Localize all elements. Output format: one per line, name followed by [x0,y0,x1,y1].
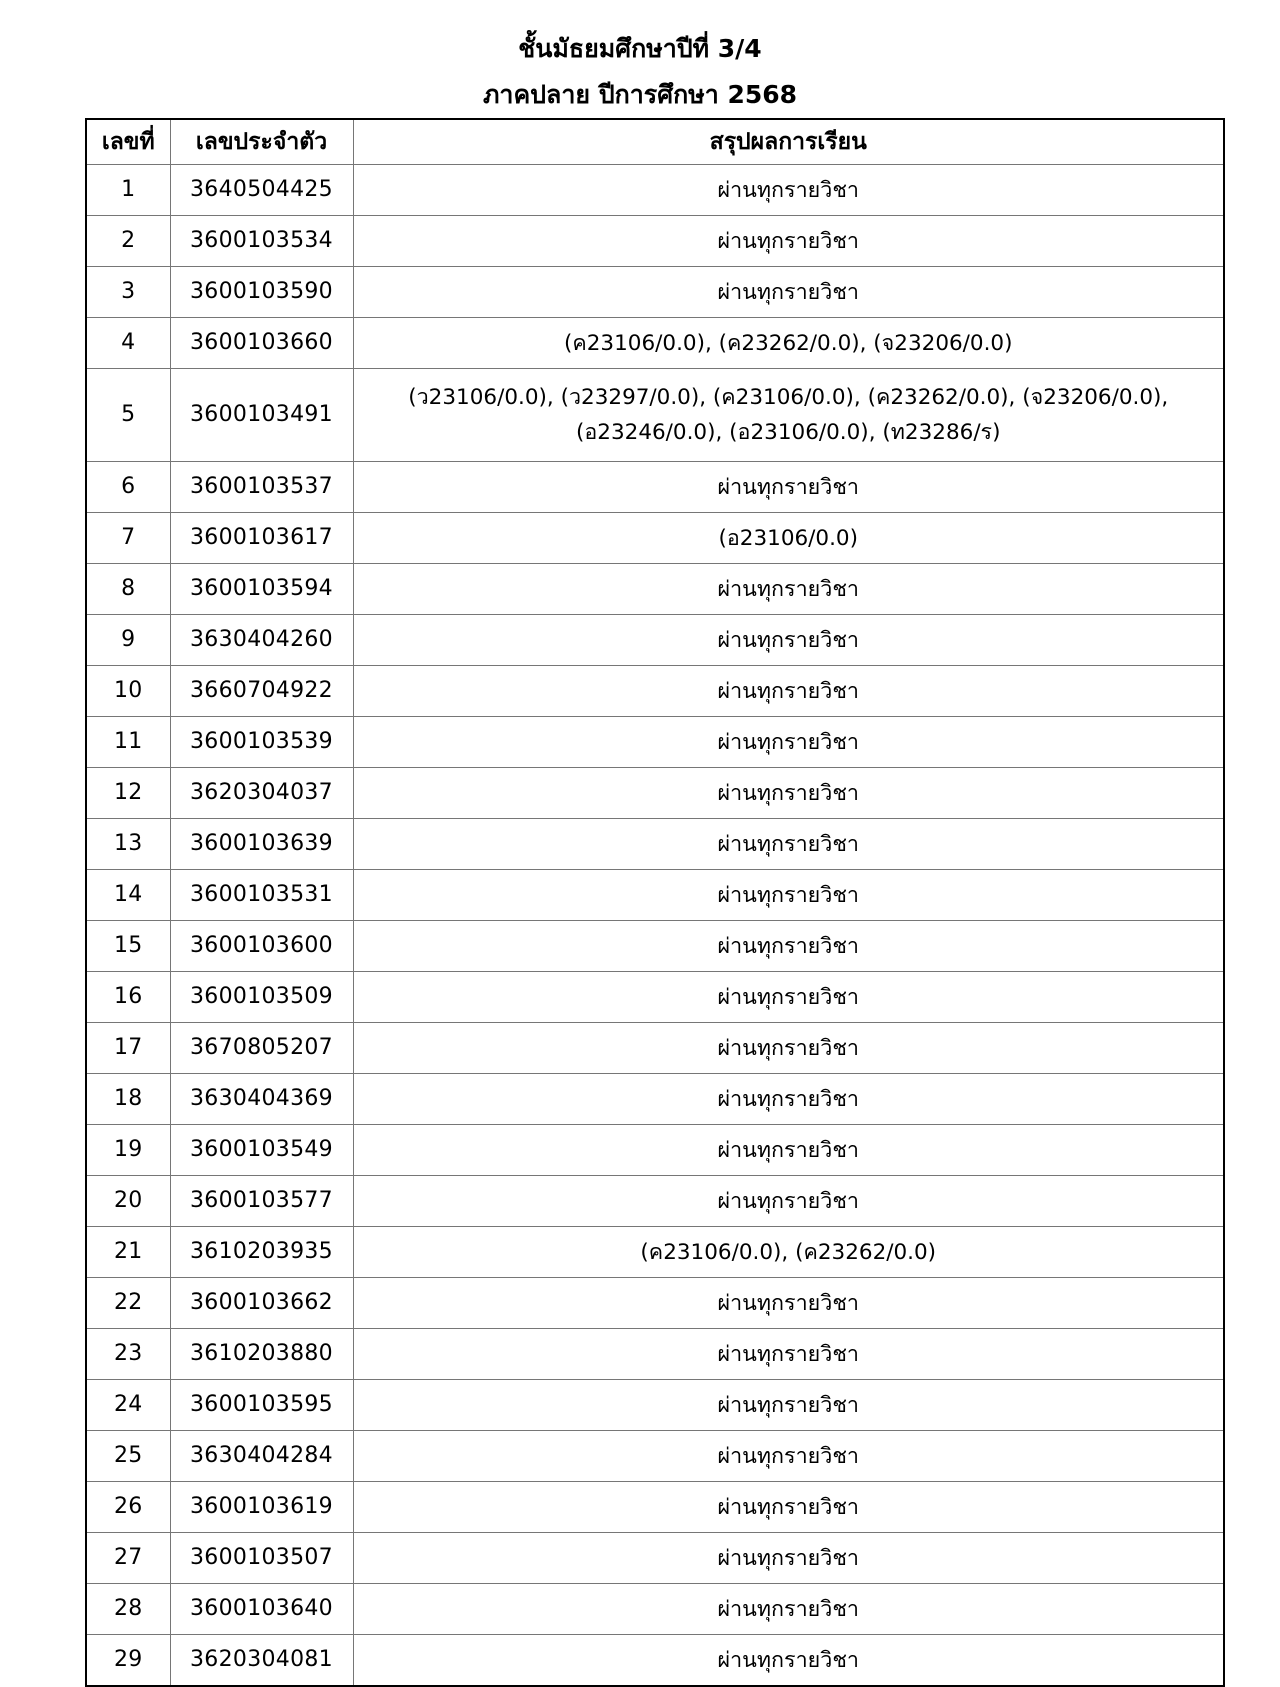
document-header [0,0,1280,118]
cell-no: 10 [86,666,170,717]
cell-result: ผ่านทุกรายวิชา [353,1584,1224,1635]
cell-no: 14 [86,870,170,921]
table-header [86,119,1224,165]
table-row [86,768,1224,819]
cell-result: ผ่านทุกรายวิชา [353,1329,1224,1380]
cell-result: ผ่านทุกรายวิชา [353,1125,1224,1176]
cell-student-id: 3660704922 [170,666,353,717]
cell-student-id: 3600103549 [170,1125,353,1176]
cell-no: 18 [86,1074,170,1125]
table-row [86,513,1224,564]
cell-result: ผ่านทุกรายวิชา [353,1023,1224,1074]
cell-student-id: 3610203880 [170,1329,353,1380]
table-row [86,462,1224,513]
table-row [86,1227,1224,1278]
grades-table [85,118,1225,1687]
cell-result: ผ่านทุกรายวิชา [353,216,1224,267]
table-row [86,870,1224,921]
cell-student-id: 3600103660 [170,318,353,369]
table-row [86,615,1224,666]
table-row [86,717,1224,768]
cell-no: 25 [86,1431,170,1482]
cell-result: ผ่านทุกรายวิชา [353,615,1224,666]
cell-student-id: 3630404369 [170,1074,353,1125]
cell-no: 21 [86,1227,170,1278]
cell-student-id: 3600103491 [170,369,353,462]
cell-student-id: 3600103640 [170,1584,353,1635]
grades-table-container [85,118,1223,1687]
cell-result: (ว23106/0.0), (ว23297/0.0), (ค23106/0.0), (ค23262/0.0), (จ23206/0.0), (อ23246/0.0), (อ23106/0.0), (ท23286/ร) [353,369,1224,462]
cell-result: ผ่านทุกรายวิชา [353,666,1224,717]
cell-no: 20 [86,1176,170,1227]
cell-student-id: 3600103539 [170,717,353,768]
cell-no: 16 [86,972,170,1023]
cell-student-id: 3630404260 [170,615,353,666]
cell-result: ผ่านทุกรายวิชา [353,1176,1224,1227]
cell-no: 22 [86,1278,170,1329]
cell-result: ผ่านทุกรายวิชา [353,870,1224,921]
cell-no: 8 [86,564,170,615]
cell-result: ผ่านทุกรายวิชา [353,819,1224,870]
table-row [86,1482,1224,1533]
cell-result: (ค23106/0.0), (ค23262/0.0) [353,1227,1224,1278]
cell-result: ผ่านทุกรายวิชา [353,165,1224,216]
cell-result: ผ่านทุกรายวิชา [353,1278,1224,1329]
table-row [86,1584,1224,1635]
table-row [86,819,1224,870]
table-row [86,1329,1224,1380]
cell-result: (ค23106/0.0), (ค23262/0.0), (จ23206/0.0) [353,318,1224,369]
table-row [86,972,1224,1023]
cell-no: 15 [86,921,170,972]
cell-result: ผ่านทุกรายวิชา [353,1533,1224,1584]
table-row [86,1380,1224,1431]
table-row [86,318,1224,369]
table-row [86,267,1224,318]
page-title-term: ภาคปลาย ปีการศึกษา 2568 [482,80,798,109]
cell-result: ผ่านทุกรายวิชา [353,462,1224,513]
cell-result: ผ่านทุกรายวิชา [353,1074,1224,1125]
cell-student-id: 3670805207 [170,1023,353,1074]
cell-student-id: 3620304037 [170,768,353,819]
cell-no: 6 [86,462,170,513]
cell-no: 24 [86,1380,170,1431]
cell-no: 29 [86,1635,170,1687]
table-row [86,666,1224,717]
cell-result: (อ23106/0.0) [353,513,1224,564]
cell-student-id: 3630404284 [170,1431,353,1482]
cell-student-id: 3600103590 [170,267,353,318]
table-row [86,921,1224,972]
cell-no: 26 [86,1482,170,1533]
table-row [86,1278,1224,1329]
cell-result: ผ่านทุกรายวิชา [353,1380,1224,1431]
cell-no: 1 [86,165,170,216]
cell-no: 27 [86,1533,170,1584]
table-header-row [86,119,1224,165]
cell-no: 23 [86,1329,170,1380]
cell-student-id: 3600103577 [170,1176,353,1227]
column-header-no: เลขที่ [86,119,170,165]
cell-result: ผ่านทุกรายวิชา [353,564,1224,615]
cell-no: 17 [86,1023,170,1074]
table-row [86,1074,1224,1125]
cell-result: ผ่านทุกรายวิชา [353,1482,1224,1533]
cell-result: ผ่านทุกรายวิชา [353,267,1224,318]
cell-no: 12 [86,768,170,819]
cell-result: ผ่านทุกรายวิชา [353,1635,1224,1687]
cell-no: 9 [86,615,170,666]
cell-student-id: 3600103639 [170,819,353,870]
cell-no: 19 [86,1125,170,1176]
cell-student-id: 3600103509 [170,972,353,1023]
cell-student-id: 3600103537 [170,462,353,513]
cell-student-id: 3600103600 [170,921,353,972]
column-header-student-id: เลขประจำตัว [170,119,353,165]
cell-student-id: 3600103662 [170,1278,353,1329]
table-row [86,1431,1224,1482]
table-row [86,1125,1224,1176]
table-row [86,1635,1224,1687]
cell-result: ผ่านทุกรายวิชา [353,921,1224,972]
cell-student-id: 3600103595 [170,1380,353,1431]
table-row [86,1533,1224,1584]
cell-no: 4 [86,318,170,369]
cell-no: 7 [86,513,170,564]
cell-student-id: 3620304081 [170,1635,353,1687]
table-body [86,165,1224,1687]
cell-student-id: 3600103619 [170,1482,353,1533]
page-title-class-level: ชั้นมัธยมศึกษาปีที่ 3/4 [518,34,762,63]
cell-result: ผ่านทุกรายวิชา [353,768,1224,819]
table-row [86,216,1224,267]
column-header-result: สรุปผลการเรียน [353,119,1224,165]
cell-student-id: 3600103531 [170,870,353,921]
table-row [86,369,1224,462]
cell-student-id: 3600103617 [170,513,353,564]
table-row [86,1023,1224,1074]
cell-student-id: 3600103534 [170,216,353,267]
cell-student-id: 3600103594 [170,564,353,615]
table-row [86,1176,1224,1227]
cell-student-id: 3640504425 [170,165,353,216]
table-row [86,564,1224,615]
cell-no: 2 [86,216,170,267]
cell-no: 5 [86,369,170,462]
cell-student-id: 3610203935 [170,1227,353,1278]
cell-result: ผ่านทุกรายวิชา [353,972,1224,1023]
cell-no: 28 [86,1584,170,1635]
cell-no: 3 [86,267,170,318]
cell-result: ผ่านทุกรายวิชา [353,717,1224,768]
table-row [86,165,1224,216]
cell-no: 11 [86,717,170,768]
cell-no: 13 [86,819,170,870]
cell-result: ผ่านทุกรายวิชา [353,1431,1224,1482]
cell-student-id: 3600103507 [170,1533,353,1584]
